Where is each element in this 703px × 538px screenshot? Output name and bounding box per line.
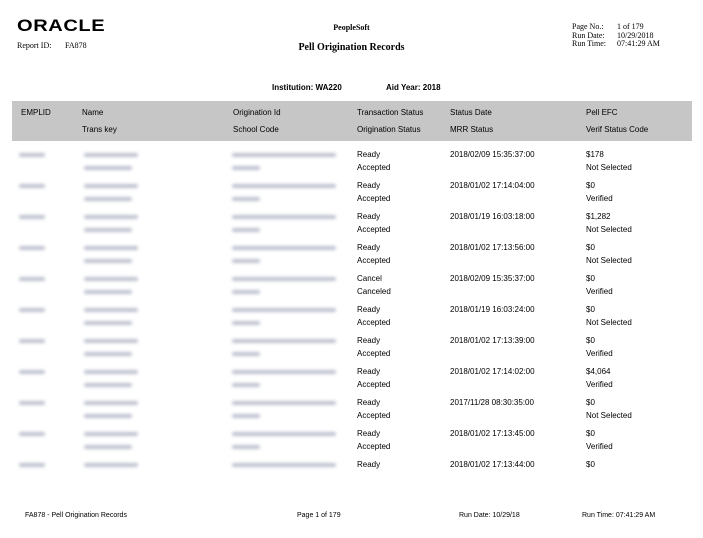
- redacted-value: [232, 259, 260, 263]
- report-id-label: Report ID:: [17, 41, 52, 50]
- redacted-value: [84, 153, 138, 157]
- cell-pell-efc: $0: [586, 305, 595, 314]
- redacted-value: [84, 308, 138, 312]
- cell-transaction-status: Ready: [357, 460, 381, 469]
- run-time-label: Run Time:: [572, 39, 607, 48]
- redacted-value: [84, 321, 132, 325]
- cell-verif-status: Not Selected: [586, 411, 632, 420]
- cell-status-date: 2018/01/19 16:03:24:00: [450, 305, 535, 314]
- cell-status-date: 2018/01/02 17:14:02:00: [450, 367, 535, 376]
- redacted-value: [232, 184, 336, 188]
- redacted-value: [84, 339, 138, 343]
- footer-run-time: Run Time: 07:41:29 AM: [582, 512, 656, 519]
- cell-pell-efc: $0: [586, 243, 595, 252]
- redacted-value: [19, 153, 45, 157]
- cell-transaction-status: Ready: [357, 181, 381, 190]
- cell-pell-efc: $0: [586, 336, 595, 345]
- footer-page: Page 1 of 179: [297, 512, 341, 519]
- col-origination-status: Origination Status: [357, 125, 421, 134]
- cell-origination-status: Canceled: [357, 287, 391, 296]
- col-verif-status: Verif Status Code: [586, 125, 649, 134]
- redacted-value: [84, 246, 138, 250]
- redacted-value: [84, 259, 132, 263]
- cell-status-date: 2017/11/28 08:30:35:00: [450, 398, 534, 407]
- cell-verif-status: Verified: [586, 194, 613, 203]
- cell-origination-status: Accepted: [357, 442, 391, 451]
- aid-year: Aid Year: 2018: [386, 83, 441, 92]
- cell-transaction-status: Ready: [357, 336, 381, 345]
- footer-run-date: Run Date: 10/29/18: [459, 512, 520, 519]
- col-school-code: School Code: [233, 125, 279, 134]
- redacted-value: [232, 370, 336, 374]
- redacted-value: [19, 277, 45, 281]
- page-no-label: Page No.:: [572, 22, 604, 31]
- redacted-value: [232, 153, 336, 157]
- cell-verif-status: Verified: [586, 380, 613, 389]
- redacted-value: [19, 246, 45, 250]
- col-transaction-status: Transaction Status: [357, 108, 424, 117]
- redacted-value: [232, 166, 260, 170]
- redacted-value: [232, 228, 260, 232]
- redacted-value: [232, 215, 336, 219]
- cell-pell-efc: $0: [586, 274, 595, 283]
- cell-origination-status: Accepted: [357, 380, 391, 389]
- cell-transaction-status: Ready: [357, 429, 381, 438]
- col-name: Name: [82, 108, 104, 117]
- redacted-value: [19, 184, 45, 188]
- run-date-value: 10/29/2018: [617, 30, 654, 40]
- redacted-value: [232, 321, 260, 325]
- redacted-value: [84, 215, 138, 219]
- redacted-value: [19, 401, 45, 405]
- cell-verif-status: Not Selected: [586, 256, 632, 265]
- redacted-value: [84, 228, 132, 232]
- cell-pell-efc: $4,064: [586, 367, 611, 376]
- oracle-logo: ORACLE: [17, 16, 106, 35]
- cell-origination-status: Accepted: [357, 411, 391, 420]
- redacted-value: [84, 184, 138, 188]
- cell-status-date: 2018/01/02 17:14:04:00: [450, 181, 535, 190]
- redacted-value: [232, 383, 260, 387]
- redacted-value: [19, 432, 45, 436]
- redacted-value: [19, 463, 45, 467]
- col-origination-id: Origination Id: [233, 108, 281, 117]
- redacted-value: [232, 246, 336, 250]
- footer-report: FA878 - Pell Origination Records: [25, 512, 127, 519]
- cell-verif-status: Not Selected: [586, 163, 632, 172]
- report-id-value: FA878: [65, 41, 87, 50]
- redacted-value: [84, 370, 138, 374]
- cell-verif-status: Verified: [586, 287, 613, 296]
- company-name: PeopleSoft: [333, 23, 370, 32]
- cell-status-date: 2018/01/19 16:03:18:00: [450, 212, 535, 221]
- redacted-value: [84, 401, 138, 405]
- cell-origination-status: Accepted: [357, 194, 391, 203]
- redacted-value: [19, 215, 45, 219]
- cell-status-date: 2018/01/02 17:13:56:00: [450, 243, 535, 252]
- cell-origination-status: Accepted: [357, 349, 391, 358]
- col-pell-efc: Pell EFC: [586, 108, 618, 117]
- cell-pell-efc: $0: [586, 429, 595, 438]
- cell-pell-efc: $1,282: [586, 212, 611, 221]
- redacted-value: [232, 401, 336, 405]
- redacted-value: [84, 277, 138, 281]
- cell-status-date: 2018/02/09 15:35:37:00: [450, 274, 535, 283]
- cell-origination-status: Accepted: [357, 256, 391, 265]
- cell-pell-efc: $0: [586, 460, 595, 469]
- report-title: Pell Origination Records: [298, 42, 405, 53]
- cell-verif-status: Verified: [586, 442, 613, 451]
- cell-verif-status: Verified: [586, 349, 613, 358]
- cell-transaction-status: Cancel: [357, 274, 382, 283]
- cell-transaction-status: Ready: [357, 398, 381, 407]
- cell-pell-efc: $0: [586, 398, 595, 407]
- redacted-value: [232, 432, 336, 436]
- cell-origination-status: Accepted: [357, 163, 391, 172]
- redacted-value: [84, 463, 138, 467]
- redacted-value: [232, 463, 336, 467]
- institution: Institution: WA220: [272, 83, 342, 92]
- redacted-value: [232, 277, 336, 281]
- cell-pell-efc: $178: [586, 150, 604, 159]
- redacted-value: [84, 383, 132, 387]
- cell-pell-efc: $0: [586, 181, 595, 190]
- redacted-value: [232, 414, 260, 418]
- col-status-date: Status Date: [450, 108, 492, 117]
- col-trans-key: Trans key: [82, 125, 117, 134]
- redacted-value: [19, 308, 45, 312]
- cell-transaction-status: Ready: [357, 243, 381, 252]
- redacted-value: [84, 166, 132, 170]
- redacted-value: [84, 352, 132, 356]
- col-emplid: EMPLID: [21, 108, 51, 117]
- redacted-value: [232, 352, 260, 356]
- redacted-value: [19, 370, 45, 374]
- cell-transaction-status: Ready: [357, 212, 381, 221]
- redacted-value: [232, 290, 260, 294]
- cell-origination-status: Accepted: [357, 318, 391, 327]
- cell-transaction-status: Ready: [357, 305, 381, 314]
- redacted-value: [84, 290, 132, 294]
- cell-origination-status: Accepted: [357, 225, 391, 234]
- col-mrr-status: MRR Status: [450, 125, 494, 134]
- page-no-value: 1 of 179: [617, 22, 644, 31]
- run-date-label: Run Date:: [572, 30, 605, 40]
- redacted-value: [19, 339, 45, 343]
- column-header: [12, 101, 692, 141]
- redacted-value: [232, 339, 336, 343]
- run-time-value: 07:41:29 AM: [617, 39, 660, 48]
- cell-transaction-status: Ready: [357, 367, 381, 376]
- cell-status-date: 2018/01/02 17:13:44:00: [450, 460, 535, 469]
- cell-verif-status: Not Selected: [586, 318, 632, 327]
- redacted-value: [84, 432, 138, 436]
- cell-status-date: 2018/02/09 15:35:37:00: [450, 150, 535, 159]
- cell-verif-status: Not Selected: [586, 225, 632, 234]
- cell-status-date: 2018/01/02 17:13:45:00: [450, 429, 535, 438]
- redacted-value: [232, 197, 260, 201]
- cell-transaction-status: Ready: [357, 150, 381, 159]
- redacted-value: [84, 197, 132, 201]
- report-meta: [572, 22, 660, 49]
- redacted-value: [84, 445, 132, 449]
- redacted-value: [232, 308, 336, 312]
- cell-status-date: 2018/01/02 17:13:39:00: [450, 336, 535, 345]
- redacted-value: [84, 414, 132, 418]
- redacted-value: [232, 445, 260, 449]
